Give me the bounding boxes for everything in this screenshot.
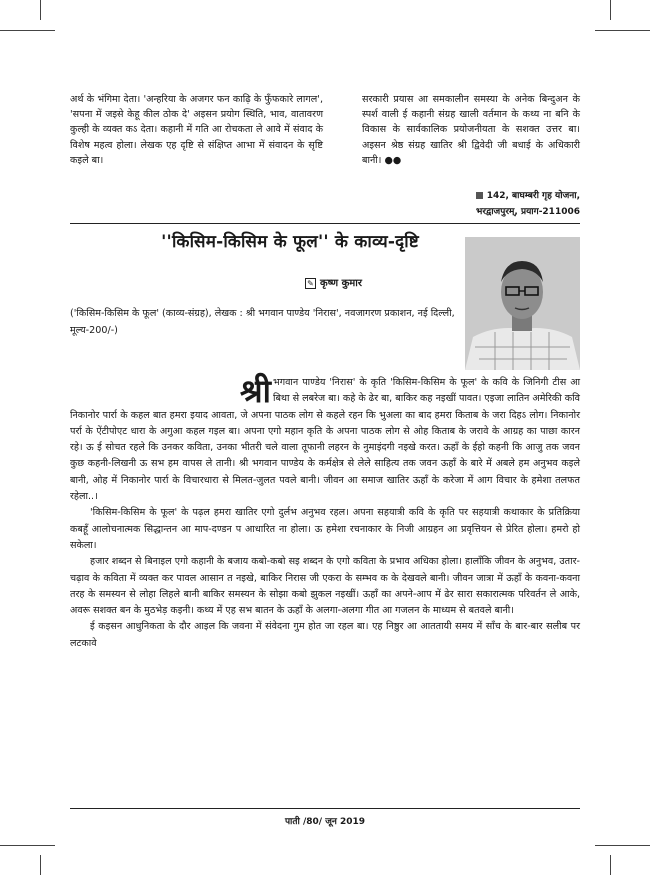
page-footer: पाती /80/ जून 2019 <box>284 817 366 827</box>
previous-article-text: सरकारी प्रयास आ समकालीन समस्या के अनेक बिन्दुअन के स्पर्श वाली ई कहानी संग्रह खाली वर्तमान के कथ्य ना बनि के विकास के सार्वकालिक प्रयोजनीयता के सशक्त उत्तर बा। अइसन श्रेष्ठ संग्रह खातिर श्री द्विवेदी जी बधाई के अधिकारी बानी। <box>362 94 580 166</box>
article-paragraph: श्री भगवान पाण्डेय 'निरास' के कृति 'किसिम-किसिम के फूल' के कवि के जिनिगी टीस आ बिथा से लबरेज बा। कहे के ढेर बा, बाकिर कह नइखीं पावत। एइजा लातिन अमेरिकी कवि निकानोर पार्रा के कहल बात हमरा इयाद आवता, जे अपना पाठक लोग से कहले रहन कि भुअला का बाद हमरा किताब के जरा दिहऽ लोग। निकानोर पर्रा के ऐंटीपोएट धारा के अगुआ कहल गइल बा। अपना एगो महान कृति के अपना पाठक लोग से ओह किताब के जरावे के आग्रह का पाछा कारन रहे। ऊ ई सोचत रहले कि उनकर कविता, उनका भीतरी चले वाला तूफानी लहरन के नुमाइंदगी नइखे करत। ऊहाँ के ईहो कहनी कि आजु तक जवन कुछ कहनी-लिखनी ऊ सभ हम वापस ले तानी। श्री भगवान पाण्डेय के कर्मक्षेत्र से लेले साहित्य तक जवन ऊहाँ के बारे में अबले हम अनुभव कइले बानी, ओह में निकानोर पार्रा के विचारधारा से मिलत-जुलत पवले बानी। जीवन आ समाज खातिर ऊहाँ के करेजा में आग विचार के हमेशा तलफत रहेला..। <box>70 372 580 503</box>
article-title: ''किसिम-किसिम के फूल'' के काव्य-दृष्टि <box>161 232 419 252</box>
signature-line: भरद्वाजपुरम्, प्रयाग-211006 <box>476 207 580 217</box>
crop-mark <box>40 0 41 20</box>
previous-article-left-column <box>70 92 323 168</box>
author-byline <box>305 275 362 289</box>
drop-cap: श्री <box>240 372 271 410</box>
crop-mark <box>0 845 55 846</box>
previous-article-right-column <box>362 92 580 168</box>
previous-article-text: अर्थ के भंगिमा देता। 'अन्हरिया के अजगर फन काढ़ि के फुँफकारे लागल', 'सपना में जइसे केहू कील ठोक दे' अइसन प्रयोग स्थिति, भाव, वातावरण कुल्ही के व्यक्त कऽ देता। कहानी में गति आ रोचकता ले आवे में संवाद के विशेष महत्व होला। लेखक एह दृष्टि से संक्षिप्त आभा में संवादन के सृष्टि कइले बा। <box>70 94 323 166</box>
crop-mark <box>610 0 611 20</box>
end-mark: ●● <box>384 154 402 166</box>
article-paragraph: ई कइसन आधुनिकता के दौर आइल कि जवना में संवेदना गुम होत जा रहल बा। एह निष्ठुर आ आततायी समय में साँच के बार-बार सलीब पर लटकावे <box>70 621 580 649</box>
crop-mark <box>40 855 41 875</box>
footer-divider <box>70 808 580 809</box>
signature-line: 142, बाघम्बरी गृह योजना, <box>476 188 580 201</box>
section-divider <box>70 223 580 224</box>
square-bullet-icon <box>476 192 483 199</box>
crop-mark <box>0 30 55 31</box>
article-body <box>70 372 580 652</box>
book-info: ('किसिम-किसिम के फूल' (काव्य-संग्रह), लेखक : श्री भगवान पाण्डेय 'निरास', नवजागरण प्रकाशन, नई दिल्ली, मूल्य-200/-) <box>70 308 455 336</box>
author-photo <box>465 237 580 370</box>
crop-mark <box>595 845 650 846</box>
author-name: कृष्ण कुमार <box>320 278 362 289</box>
crop-mark <box>610 855 611 875</box>
article-paragraph: हजार शब्दन से बिनाइल एगो कहानी के बजाय कबो-कबो सइ शब्दन के एगो कविता के प्रभाव अधिका होला। हालाँकि जीवन के अनुभव, उतार-चढ़ाव के कविता में व्यक्त कर पावल आसान त नइखे, बाकिर निरास जी एकरा के सम्भव क के देखवले बानी। जीवन जात्रा में ऊहाँ के कवना-कवना तरह के समस्यन से लोहा लिहले बानी बाकिर समस्यन के सोझा कबो झुकल नइखीं। ऊहाँ का अपने-आप में ढेर सारा सकारात्मक परिवर्तन ले आके, अवरू सशक्त बन के मुठभेड़ कइनी। कथ्य में एह सभ बातन के ऊहाँ के अलगा-अलगा गीत आ गजलन के माध्यम से बतवले बानी। <box>70 556 580 617</box>
article-paragraph: 'किसिम-किसिम के फूल' के पढ़ल हमरा खातिर एगो दुर्लभ अनुभव रहल। अपना सहयात्री कवि के कृति पर सहयात्री कथाकार के प्रतिक्रिया कबहूँ आलोचनात्मक सिद्धान्तन आ माप-दण्डन प आधारित ना होला। ऊ हमेशा रचनाकार के निजी आग्रहन आ प्रवृत्तियन से प्रेरित होला। हमरो हो सकेला। <box>70 507 580 551</box>
crop-mark <box>595 30 650 31</box>
pen-icon: ✎ <box>305 278 316 289</box>
